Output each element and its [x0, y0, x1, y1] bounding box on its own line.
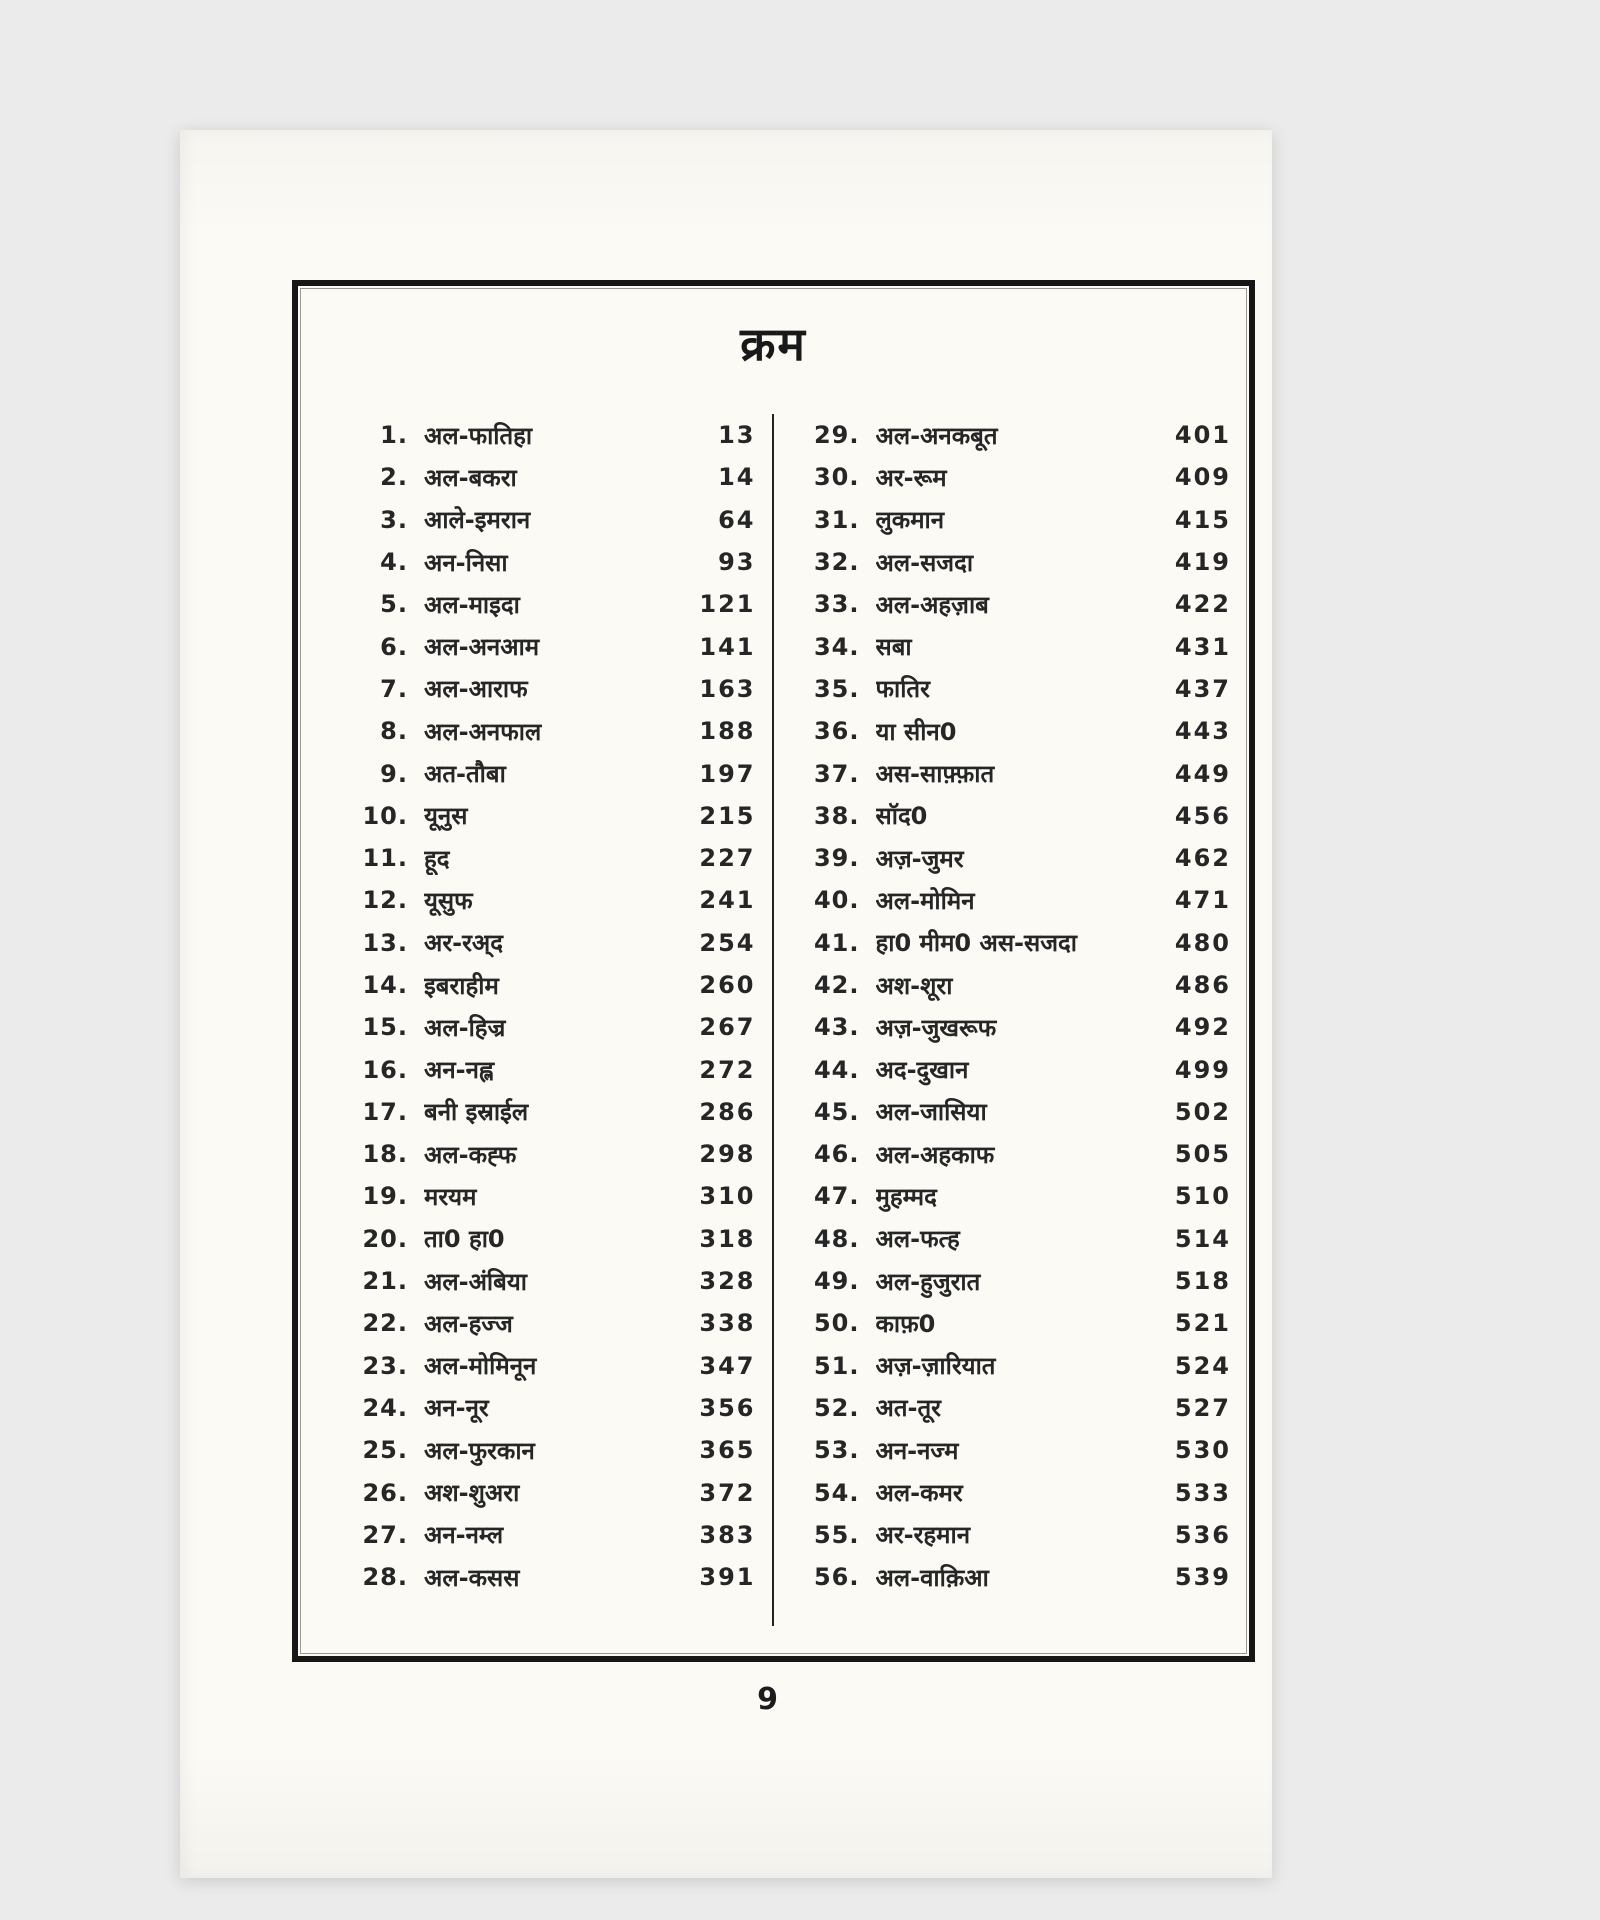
- toc-entry-page: 499: [1174, 1055, 1231, 1084]
- toc-row: [354, 795, 756, 837]
- toc-entry-page: 533: [1174, 1478, 1231, 1507]
- toc-row: [806, 922, 1232, 964]
- toc-row: [354, 879, 756, 921]
- toc-entry-number: 3.: [380, 505, 408, 534]
- toc-entry-page: 227: [699, 844, 756, 873]
- toc-entry-title: अल-सजदा: [875, 548, 974, 577]
- toc-entry-page: 505: [1174, 1140, 1231, 1169]
- toc-row: [806, 1302, 1232, 1344]
- toc-entry-title: अन-नह्ल: [424, 1056, 494, 1085]
- toc-entry-number: 8.: [380, 717, 408, 746]
- toc-row: [806, 668, 1232, 710]
- toc-entry-page: 338: [699, 1309, 756, 1338]
- toc-entry-number: 10.: [362, 801, 408, 830]
- toc-entry-page: 13: [718, 421, 756, 450]
- toc-row: [806, 625, 1232, 667]
- toc-column-left: [310, 414, 772, 1626]
- toc-entry-number: 17.: [362, 1097, 408, 1126]
- toc-entry-page: 524: [1174, 1351, 1231, 1380]
- toc-entry-number: 43.: [813, 1013, 860, 1042]
- toc-entry-number: 47.: [813, 1182, 860, 1211]
- toc-entry-number: 26.: [362, 1478, 408, 1507]
- toc-entry-number: 44.: [813, 1055, 860, 1084]
- toc-entry-page: 521: [1174, 1309, 1231, 1338]
- toc-row: [806, 879, 1232, 921]
- toc-entry-page: 401: [1174, 421, 1231, 450]
- toc-row: [354, 752, 756, 794]
- toc-entry-page: 188: [699, 717, 756, 746]
- toc-entry-title: आले-इमरान: [424, 506, 531, 535]
- toc-row: [806, 710, 1232, 752]
- toc-entry-page: 462: [1174, 844, 1231, 873]
- toc-entry-number: 23.: [362, 1351, 408, 1380]
- toc-entry-title: अत-तौबा: [424, 760, 506, 789]
- toc-entry-page: 510: [1174, 1182, 1231, 1211]
- toc-entry-number: 49.: [813, 1267, 860, 1296]
- toc-entry-title: अल-फत्ह: [875, 1225, 960, 1254]
- toc-entry-number: 28.: [362, 1563, 408, 1592]
- toc-entry-title: हूद: [424, 844, 450, 873]
- toc-entry-page: 437: [1174, 674, 1231, 703]
- toc-entry-number: 4.: [380, 548, 408, 577]
- toc-entry-number: 13.: [362, 928, 408, 957]
- toc-entry-title: अल-जासिया: [875, 1098, 987, 1127]
- toc-row: [806, 1514, 1232, 1556]
- toc-entry-page: 518: [1174, 1267, 1231, 1296]
- toc-entry-title: अल-अहकाफ: [875, 1140, 995, 1169]
- toc-entry-number: 52.: [813, 1393, 860, 1422]
- toc-entry-title: सबा: [875, 633, 912, 662]
- toc-entry-page: 431: [1174, 632, 1231, 661]
- toc-row: [354, 625, 756, 667]
- toc-row: [354, 541, 756, 583]
- toc-entry-number: 46.: [813, 1140, 860, 1169]
- toc-row: [806, 499, 1232, 541]
- toc-row: [354, 1429, 756, 1471]
- toc-entry-number: 36.: [813, 717, 860, 746]
- toc-row: [354, 922, 756, 964]
- toc-entry-page: 471: [1174, 886, 1231, 915]
- toc-row: [354, 499, 756, 541]
- toc-row: [806, 414, 1232, 456]
- folio-page-number: 9: [757, 1682, 778, 1717]
- toc-row: [806, 752, 1232, 794]
- toc-row: [806, 964, 1232, 1006]
- toc-entry-number: 48.: [813, 1224, 860, 1253]
- toc-entry-title: अल-हिज्र: [424, 1013, 506, 1042]
- toc-entry-page: 527: [1174, 1393, 1231, 1422]
- toc-entry-page: 409: [1174, 463, 1231, 492]
- toc-row: [806, 456, 1232, 498]
- toc-entry-title: अस-साफ़्फ़ात: [875, 760, 995, 789]
- toc-entry-page: 254: [699, 928, 756, 957]
- toc-entry-page: 318: [699, 1224, 756, 1253]
- page-title: क्रम: [740, 317, 807, 371]
- toc-entry-title: अल-अहज़ाब: [875, 590, 989, 619]
- toc-entry-title: अल-कह्फ: [424, 1140, 517, 1169]
- toc-row: [354, 1514, 756, 1556]
- toc-entry-number: 41.: [813, 928, 860, 957]
- toc-entry-title: अल-फातिहा: [424, 421, 533, 450]
- toc-entry-number: 2.: [380, 463, 408, 492]
- toc-row: [806, 795, 1232, 837]
- toc-entry-title: बनी इस्राईल: [424, 1098, 529, 1127]
- toc-row: [806, 1048, 1232, 1090]
- toc-row: [806, 837, 1232, 879]
- toc-entry-number: 7.: [380, 674, 408, 703]
- toc-entry-number: 32.: [813, 548, 860, 577]
- toc-entry-number: 53.: [813, 1436, 860, 1465]
- toc-entry-number: 12.: [362, 886, 408, 915]
- toc-entry-number: 14.: [362, 971, 408, 999]
- toc-entry-number: 5.: [380, 590, 408, 619]
- toc-row: [354, 1345, 756, 1387]
- toc-entry-title: अल-अनकबूत: [875, 421, 998, 450]
- toc-entry-page: 356: [699, 1393, 756, 1422]
- toc-entry-number: 6.: [380, 632, 408, 661]
- toc-row: [354, 1302, 756, 1344]
- toc-entry-page: 267: [699, 1013, 756, 1042]
- scanned-book-page: [180, 130, 1272, 1878]
- toc-entry-title: मुहम्मद: [875, 1182, 937, 1211]
- toc-row: [354, 1175, 756, 1217]
- toc-entry-page: 530: [1174, 1436, 1231, 1465]
- toc-entry-number: 42.: [813, 971, 860, 999]
- toc-entry-title: अन-निसा: [424, 548, 508, 577]
- toc-entry-title: अज़-जुखरूफ: [875, 1013, 997, 1042]
- toc-entry-title: अल-हुजुरात: [875, 1267, 981, 1296]
- toc-entry-title: अन-नम्ल: [424, 1521, 504, 1550]
- toc-entry-page: 64: [718, 505, 756, 534]
- toc-entry-page: 383: [699, 1520, 756, 1549]
- toc-entry-title: अर-रूम: [875, 463, 947, 492]
- toc-row: [806, 1429, 1232, 1471]
- toc-row: [354, 456, 756, 498]
- toc-row: [354, 1006, 756, 1048]
- toc-entry-page: 449: [1174, 759, 1231, 788]
- toc-entry-title: अन-नूर: [424, 1394, 489, 1423]
- toc-row: [806, 1133, 1232, 1175]
- toc-entry-title: अल-मोमिनून: [424, 1352, 537, 1381]
- toc-entry-number: 11.: [362, 844, 408, 873]
- toc-entry-title: अल-अंबिया: [424, 1267, 527, 1296]
- toc-entry-page: 241: [699, 886, 756, 915]
- toc-entry-number: 51.: [813, 1351, 860, 1380]
- toc-entry-title: लुकमान: [875, 506, 945, 535]
- toc-entry-title: यूनुस: [424, 802, 468, 831]
- toc-row: [354, 1218, 756, 1260]
- toc-entry-title: यूसुफ: [424, 886, 473, 915]
- toc-entry-number: 18.: [362, 1140, 408, 1169]
- toc-row: [806, 583, 1232, 625]
- toc-entry-page: 365: [699, 1436, 756, 1465]
- toc-entry-page: 93: [718, 548, 756, 577]
- toc-row: [806, 1387, 1232, 1429]
- toc-entry-page: 492: [1174, 1013, 1231, 1042]
- toc-row: [354, 668, 756, 710]
- toc-entry-title: अर-रहमान: [875, 1521, 971, 1550]
- toc-row: [354, 1048, 756, 1090]
- toc-entry-number: 31.: [813, 505, 860, 534]
- toc-entry-page: 502: [1174, 1097, 1231, 1126]
- toc-entry-page: 163: [699, 674, 756, 703]
- toc-entry-page: 391: [699, 1563, 756, 1592]
- toc-row: [354, 583, 756, 625]
- toc-entry-page: 298: [699, 1140, 756, 1169]
- toc-entry-page: 456: [1174, 801, 1231, 830]
- toc-entry-title: या सीन0: [875, 717, 957, 746]
- toc-entry-number: 19.: [362, 1182, 408, 1211]
- toc-entry-title: अद-दुखान: [875, 1056, 969, 1085]
- toc-row: [806, 1556, 1232, 1598]
- toc-entry-page: 372: [699, 1478, 756, 1507]
- toc-entry-page: 539: [1174, 1563, 1231, 1592]
- toc-entry-title: इबराहीम: [424, 971, 499, 1000]
- toc-row: [806, 541, 1232, 583]
- toc-row: [354, 1091, 756, 1133]
- toc-row: [354, 1260, 756, 1302]
- toc-row: [354, 710, 756, 752]
- toc-entry-title: अल-माइदा: [424, 590, 520, 619]
- toc-entry-title: अश-शुअरा: [424, 1479, 520, 1508]
- toc-entry-title: अज़-जुमर: [875, 844, 964, 873]
- toc-row: [354, 1556, 756, 1598]
- toc-entry-number: 27.: [362, 1520, 408, 1549]
- toc-entry-number: 55.: [813, 1520, 860, 1549]
- toc-entry-number: 16.: [362, 1055, 408, 1084]
- toc-entry-title: अल-वाक़िआ: [875, 1563, 989, 1592]
- toc-entry-number: 20.: [362, 1224, 408, 1253]
- toc-entry-number: 39.: [813, 844, 860, 873]
- toc-entry-page: 480: [1174, 928, 1231, 957]
- toc-entry-title: अल-अनफाल: [424, 717, 542, 746]
- toc-entry-number: 22.: [362, 1309, 408, 1338]
- toc-entry-page: 514: [1174, 1224, 1231, 1253]
- toc-row: [354, 1387, 756, 1429]
- toc-row: [806, 1006, 1232, 1048]
- toc-entry-title: फातिर: [875, 675, 930, 704]
- toc-entry-title: सॉद0: [875, 802, 928, 831]
- toc-row: [806, 1218, 1232, 1260]
- toc-entry-number: 1.: [380, 421, 408, 450]
- toc-entry-page: 443: [1174, 717, 1231, 746]
- toc-entry-number: 38.: [813, 801, 860, 830]
- toc-entry-number: 37.: [813, 759, 860, 788]
- toc-row: [354, 1471, 756, 1513]
- toc-row: [806, 1260, 1232, 1302]
- toc-row: [354, 964, 756, 1006]
- toc-entry-number: 25.: [362, 1436, 408, 1465]
- toc-entry-number: 54.: [813, 1478, 860, 1507]
- toc-row: [806, 1091, 1232, 1133]
- toc-entry-title: अन-नज्म: [875, 1436, 959, 1465]
- toc-entry-title: अत-तूर: [875, 1394, 941, 1423]
- toc-entry-page: 419: [1174, 548, 1231, 577]
- toc-entry-page: 141: [699, 632, 756, 661]
- toc-row: [806, 1471, 1232, 1513]
- toc-entry-title: अल-फुरकान: [424, 1436, 535, 1465]
- toc-row: [806, 1345, 1232, 1387]
- toc-entry-title: अर-रअ्द: [424, 929, 504, 958]
- toc-row: [354, 1133, 756, 1175]
- toc-row: [806, 1175, 1232, 1217]
- toc-entry-title: अल-कमर: [875, 1479, 963, 1508]
- toc-column-right: [772, 414, 1234, 1626]
- toc-row: [354, 414, 756, 456]
- toc-entry-page: 328: [699, 1267, 756, 1296]
- toc-entry-title: हा0 मीम0 अस-सजदा: [875, 929, 1078, 958]
- toc-entry-page: 215: [699, 801, 756, 830]
- toc-entry-number: 35.: [813, 674, 860, 703]
- toc-entry-page: 14: [718, 463, 756, 492]
- toc-entry-page: 286: [699, 1097, 756, 1126]
- toc-entry-page: 536: [1174, 1520, 1231, 1549]
- toc-entry-number: 45.: [813, 1097, 860, 1126]
- toc-entry-title: अल-हज्ज: [424, 1309, 513, 1338]
- toc-entry-number: 9.: [380, 759, 408, 788]
- toc-entry-page: 121: [699, 590, 756, 619]
- toc-entry-page: 197: [699, 759, 756, 788]
- toc-entry-page: 272: [699, 1055, 756, 1084]
- toc-entry-title: अल-अनआम: [424, 633, 540, 662]
- toc-entry-number: 21.: [362, 1267, 408, 1296]
- toc-entry-page: 310: [699, 1182, 756, 1211]
- toc-entry-page: 260: [699, 971, 756, 999]
- toc-entry-title: अल-आराफ: [424, 675, 528, 704]
- toc-entry-page: 347: [699, 1351, 756, 1380]
- toc-entry-number: 29.: [813, 421, 860, 450]
- toc-row: [354, 837, 756, 879]
- toc-entry-number: 33.: [813, 590, 860, 619]
- toc-entry-title: अल-कसस: [424, 1563, 520, 1592]
- toc-entry-page: 415: [1174, 505, 1231, 534]
- toc-entry-title: अल-बकरा: [424, 463, 517, 492]
- toc-entry-number: 15.: [362, 1013, 408, 1042]
- toc-entry-title: अश-शूरा: [875, 971, 953, 1000]
- toc-entry-number: 56.: [813, 1563, 860, 1592]
- toc-border-box: [292, 280, 1255, 1662]
- toc-entry-title: ता0 हा0: [424, 1225, 505, 1254]
- toc-entry-title: मरयम: [424, 1182, 477, 1211]
- toc-entry-number: 34.: [813, 632, 860, 661]
- toc-entry-title: अज़-ज़ारियात: [875, 1352, 996, 1381]
- toc-columns: [310, 414, 1233, 1626]
- toc-entry-number: 40.: [813, 886, 860, 915]
- toc-entry-title: काफ़0: [875, 1309, 936, 1338]
- toc-entry-number: 24.: [362, 1393, 408, 1422]
- toc-entry-page: 486: [1174, 971, 1231, 999]
- toc-entry-number: 30.: [813, 463, 860, 492]
- toc-entry-page: 422: [1174, 590, 1231, 619]
- toc-entry-number: 50.: [813, 1309, 860, 1338]
- toc-entry-title: अल-मोमिन: [875, 886, 975, 915]
